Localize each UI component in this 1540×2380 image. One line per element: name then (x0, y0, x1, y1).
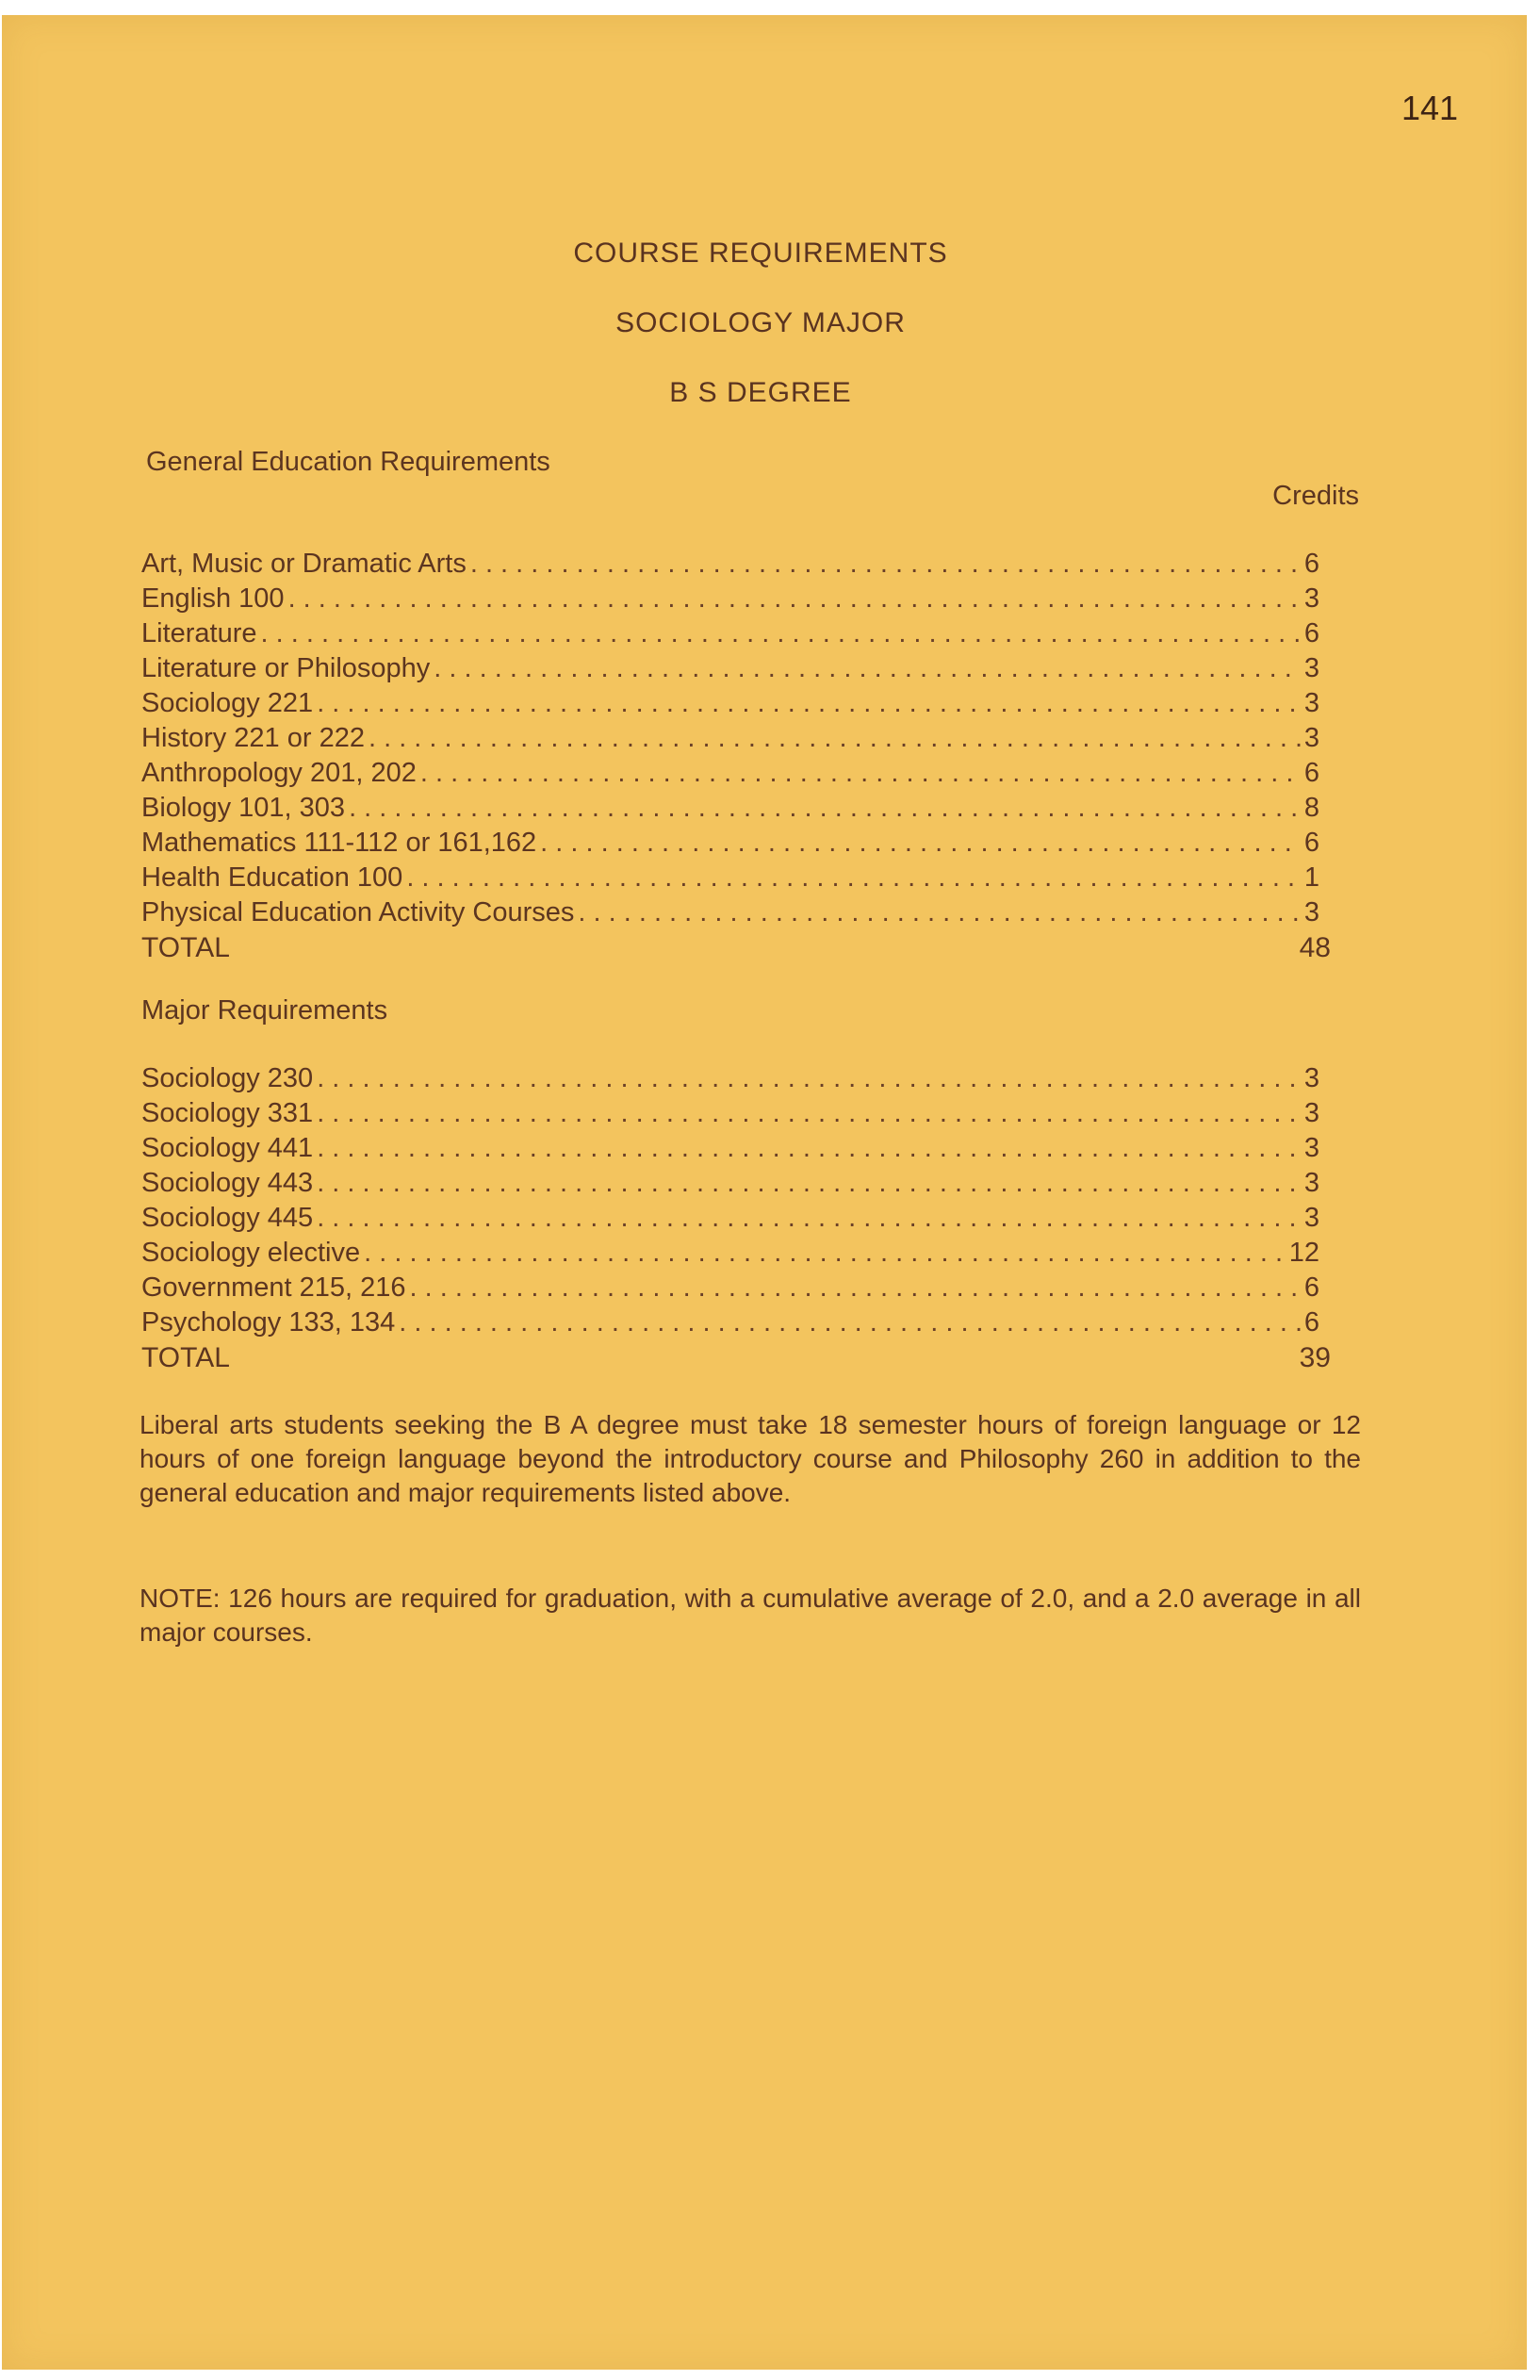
course-credits: 3 (1303, 1168, 1319, 1198)
course-name: Government 215, 216 (141, 1272, 406, 1303)
course-credits: 3 (1303, 1063, 1319, 1093)
general-education-list (141, 549, 1331, 967)
course-row (141, 1168, 1319, 1203)
dot-leader (317, 1168, 1301, 1199)
dot-leader (317, 688, 1301, 719)
course-credits: 3 (1303, 1203, 1319, 1233)
course-row (141, 828, 1319, 862)
document-subtitle-degree: B S DEGREE (669, 377, 852, 408)
course-credits: 3 (1303, 653, 1319, 683)
course-row (141, 653, 1319, 688)
course-credits: 6 (1303, 1272, 1319, 1303)
course-name: Literature (141, 618, 257, 648)
dot-leader (578, 897, 1300, 928)
course-name: History 221 or 222 (141, 723, 365, 753)
major-requirements-list (141, 1063, 1331, 1377)
course-name: Literature or Philosophy (141, 653, 431, 683)
course-row (141, 1133, 1319, 1168)
dot-leader (317, 1133, 1301, 1164)
dot-leader (399, 1307, 1301, 1338)
dot-leader (349, 793, 1301, 824)
course-name: Mathematics 111-112 or 161,162 (141, 828, 537, 858)
dot-leader (410, 1272, 1301, 1304)
course-name: Health Education 100 (141, 862, 403, 893)
course-name: English 100 (141, 583, 285, 614)
course-credits: 1 (1303, 862, 1319, 893)
document-page (2, 15, 1527, 2370)
dot-leader (434, 653, 1301, 684)
course-row (141, 583, 1319, 618)
graduation-note: NOTE: 126 hours are required for graduation, with a cumulative average of 2.0, and a 2.0 average in all major courses. (139, 1584, 1361, 1647)
course-name: Sociology 443 (141, 1168, 314, 1198)
course-credits: 3 (1303, 723, 1319, 753)
course-row (141, 549, 1319, 583)
course-row (141, 897, 1319, 932)
document-title: COURSE REQUIREMENTS (573, 238, 948, 269)
course-credits: 3 (1303, 1098, 1319, 1128)
dot-leader (364, 1238, 1286, 1269)
course-credits: 12 (1288, 1238, 1319, 1268)
course-credits: 6 (1303, 618, 1319, 648)
course-credits: 8 (1303, 793, 1319, 823)
dot-leader (317, 1098, 1301, 1129)
course-name: Physical Education Activity Courses (141, 897, 575, 927)
course-row (141, 1063, 1319, 1098)
course-name: Sociology 221 (141, 688, 314, 718)
total-value: 39 (1299, 1342, 1331, 1373)
course-credits: 6 (1303, 758, 1319, 788)
course-name: Sociology 230 (141, 1063, 314, 1093)
course-row (141, 1238, 1319, 1272)
course-row (141, 618, 1319, 653)
dot-leader (261, 618, 1301, 649)
general-education-title: General Education Requirements (146, 447, 550, 477)
dot-leader (470, 549, 1301, 580)
course-credits: 6 (1303, 1307, 1319, 1338)
course-row (141, 758, 1319, 793)
dot-leader (317, 1203, 1301, 1234)
dot-leader (369, 723, 1301, 754)
course-credits: 3 (1303, 688, 1319, 718)
total-label: TOTAL (141, 1342, 230, 1373)
document-subtitle-major: SOCIOLOGY MAJOR (615, 307, 906, 338)
course-row (141, 723, 1319, 758)
course-name: Art, Music or Dramatic Arts (141, 549, 467, 579)
total-value: 48 (1299, 932, 1331, 963)
course-credits: 3 (1303, 897, 1319, 927)
dot-leader (288, 583, 1301, 615)
dot-leader (420, 758, 1301, 789)
course-name: Sociology 445 (141, 1203, 314, 1233)
course-name: Sociology 441 (141, 1133, 314, 1163)
course-credits: 3 (1303, 1133, 1319, 1163)
page-number: 141 (1401, 89, 1459, 127)
course-name: Psychology 133, 134 (141, 1307, 396, 1338)
course-row (141, 793, 1319, 828)
course-name: Anthropology 201, 202 (141, 758, 417, 788)
course-row (141, 1272, 1319, 1307)
course-credits: 3 (1303, 583, 1319, 614)
total-label: TOTAL (141, 932, 230, 963)
major-requirements-title: Major Requirements (141, 995, 388, 1026)
major-requirements-total (141, 1342, 1331, 1377)
course-row (141, 1098, 1319, 1133)
dot-leader (317, 1063, 1301, 1094)
course-row (141, 1203, 1319, 1238)
course-credits: 6 (1303, 549, 1319, 579)
course-credits: 6 (1303, 828, 1319, 858)
dot-leader (540, 828, 1301, 859)
liberal-arts-paragraph: Liberal arts students seeking the B A degree must take 18 semester hours of foreign language or 12 hours of one foreign language beyond the introductory course and Philosophy 260 in addition to the general education and major requirements listed above. (139, 1410, 1361, 1507)
course-name: Sociology elective (141, 1238, 361, 1268)
course-row (141, 1307, 1319, 1342)
course-row (141, 688, 1319, 723)
dot-leader (406, 862, 1301, 894)
course-name: Sociology 331 (141, 1098, 314, 1128)
course-row (141, 862, 1319, 897)
general-education-total (141, 932, 1331, 967)
credits-column-header: Credits (1272, 481, 1359, 511)
course-name: Biology 101, 303 (141, 793, 346, 823)
